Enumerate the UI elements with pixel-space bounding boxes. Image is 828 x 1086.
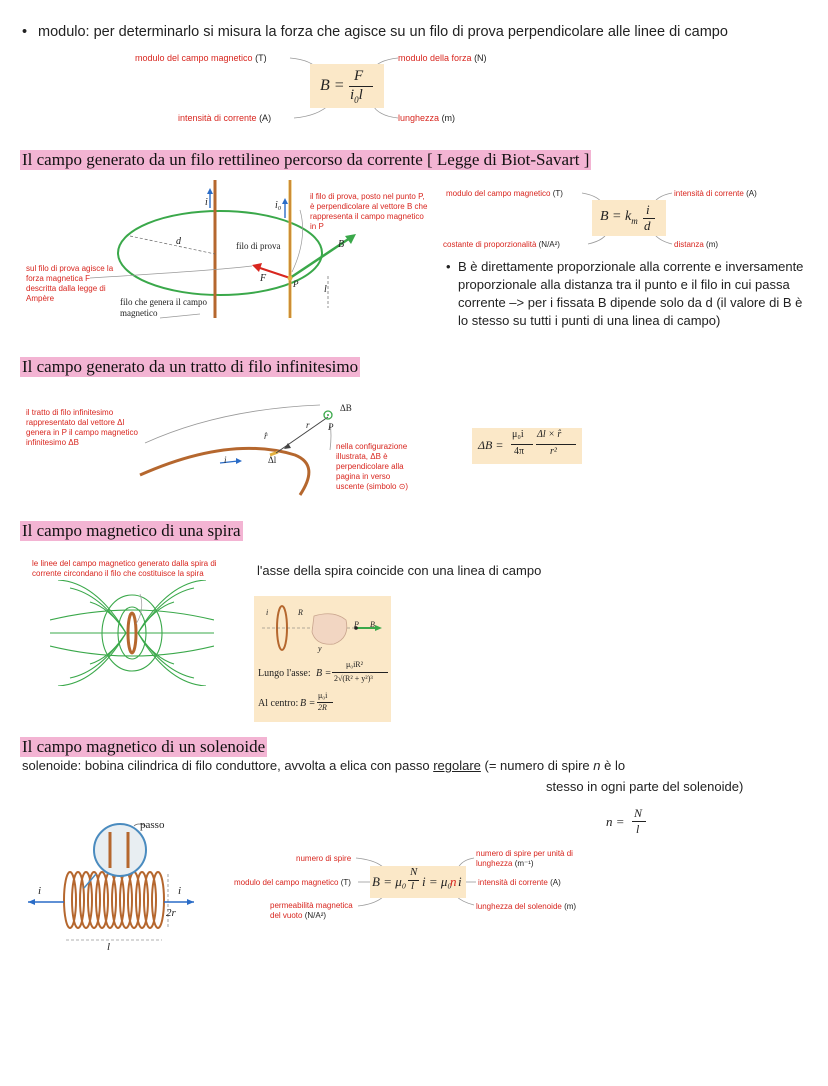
loop-formula-box: i R P B y Lungo l'asse: B = μ₀iR² 2√(R² + y²)³ Al centro: B = μ₀i 2R (254, 596, 391, 722)
solenoid-formula: B = μ₀ N l i = μ₀ n i (370, 866, 466, 898)
s4-def-line2: stesso in ogni parte del solenoide) (546, 779, 744, 794)
s3-field-note: le linee del campo magnetico generato dalla spira di corrente circondano il filo che costituisce la spira (32, 559, 217, 578)
intro-field-label: modulo del campo magnetico (T) (135, 53, 267, 63)
intro-bullet: • (22, 24, 28, 40)
biot-field-label: modulo del campo magnetico (T) (446, 189, 563, 198)
intro-current-label: intensità di corrente (A) (178, 113, 272, 123)
solenoid-i-right: i (178, 885, 182, 897)
diag1-P: P (293, 279, 299, 289)
solenoid-i-left: i (38, 885, 42, 897)
s3-axis-note: l'asse della spira coincide con una linea di campo (257, 563, 542, 578)
section2-title: Il campo generato da un tratto di filo infinitesimo (22, 357, 359, 376)
solenoid-l: l (107, 941, 111, 953)
diag1-force-note: sul filo di prova agisce la forza magnetica F descritta dalla legge di Ampère (26, 264, 114, 303)
sol-turns-label: numero di spire (296, 854, 352, 863)
biot-formula: $B = k_m$ i d (592, 200, 666, 236)
sol-density-label: numero di spire per unità di lunghezza (m⁻¹) (476, 849, 573, 868)
diag1-source-wire-label: filo che genera il campo magnetico (120, 297, 207, 318)
s4-def-line1: solenoide: bobina cilindrica di filo conduttore, avvolta a elica con passo regolare (= numero di spire n è lo (22, 758, 626, 773)
sol-perm-label: permeabilità magnetica del vuoto (N/A²) (270, 901, 353, 920)
diag1-i: i (205, 197, 208, 208)
loop-i: i (266, 608, 269, 617)
intro-force-label: modulo della forza (N) (398, 53, 487, 63)
biot-current-label: intensità di corrente (A) (674, 189, 757, 198)
loop-B: B (370, 620, 375, 629)
s2-dB: ΔB (340, 403, 352, 413)
diag1-test-wire-label: filo di prova (236, 241, 281, 251)
diag1-i0: i₀ (275, 200, 282, 211)
solenoid-passo: passo (140, 819, 165, 831)
section3-title: Il campo magnetico di una spira (22, 521, 241, 540)
s2-left-note: il tratto di filo infinitesimo rappresentato dal vettore Δl genera in P il campo magnetico infinitesimo ΔB (26, 408, 138, 447)
s4-n-formula: n = N l (606, 806, 656, 840)
biot-const-label: costante di proporzionalità (N/A²) (443, 240, 560, 249)
loop-R: R (298, 608, 303, 617)
diag1-test-wire-note: il filo di prova, posto nel punto P, è perpendicolare al vettore B che rappresenta il campo magnetico in P (310, 192, 428, 231)
s2-rhat: r̂ (264, 431, 268, 441)
s2-formula: ΔB = μ₀i 4π Δl × r̂ r² (472, 428, 582, 464)
s2-r: r (306, 420, 310, 430)
s2-dl: Δl (268, 455, 277, 465)
biot-dist-label: distanza (m) (674, 240, 719, 249)
s2-P: P (328, 422, 334, 432)
solenoid-2r: 2r (166, 907, 176, 919)
sol-length-label: lunghezza del solenoide (m) (476, 902, 577, 911)
diag1-l: l (324, 284, 327, 295)
diag1-F: F (260, 273, 267, 284)
section1-title: Il campo generato da un filo rettilineo percorso da corrente [ Legge di Biot-Savart ] (22, 150, 590, 169)
intro-text: modulo: per determinarlo si misura la forza che agisce su un filo di prova perpendicolare alle linee di campo (38, 24, 728, 40)
section4-title: Il campo magnetico di un solenoide (22, 737, 266, 756)
loop-y: y (318, 644, 322, 653)
biot-bullet: • (446, 259, 451, 274)
s2-right-note: nella configurazione illustrata, ΔB è perpendicolare alla pagina in verso uscente (simbolo ⊙) (336, 442, 409, 491)
diag1-B: B (338, 239, 345, 250)
sol-current-label: intensità di corrente (A) (478, 878, 561, 887)
biot-note: B è direttamente proporzionale alla corrente e inversamente proporzionale alla distanza tra il punto e il filo in cui passa corrente –> per i fissata B dipende solo da d (il valore di B è lo stesso su tutti i punti di una linea di campo) (458, 259, 804, 328)
intro-formula: B = F $i_0l$ (310, 64, 384, 108)
sol-field-label: modulo del campo magnetico (T) (234, 878, 351, 887)
intro-length-label: lunghezza (m) (398, 113, 456, 123)
s2-i: i (224, 455, 227, 465)
loop-P: P (354, 620, 359, 629)
diag1-d: d (176, 236, 181, 247)
